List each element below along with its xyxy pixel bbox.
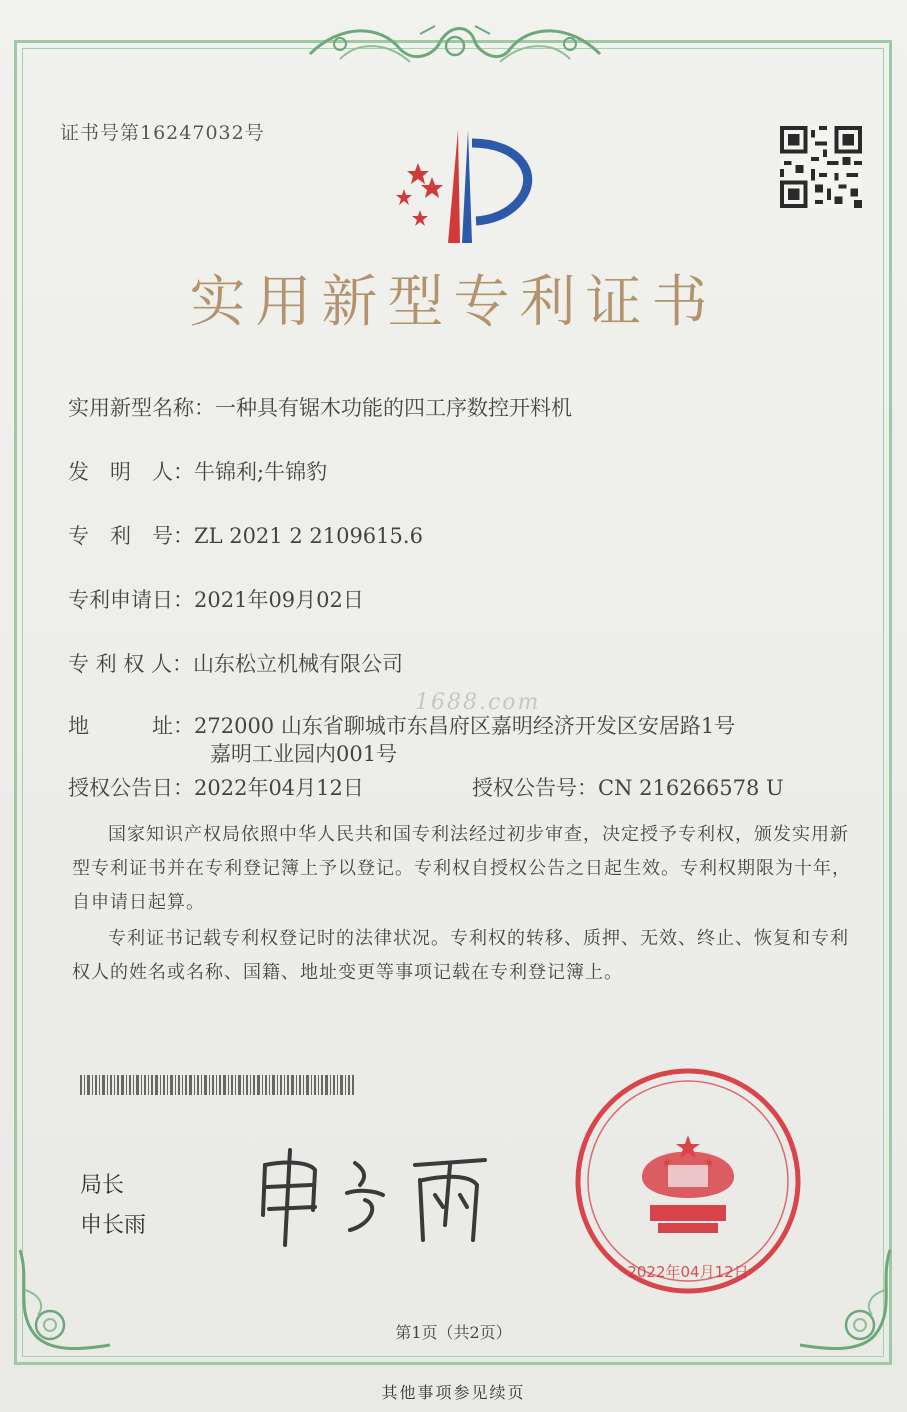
field-address [68,710,735,740]
top-ornament-icon [300,14,610,76]
footer-note: 其他事项参见续页 [381,1383,526,1402]
qr-code-icon [780,126,862,208]
field-label: 实用新型名称： [68,396,215,420]
director-name: 申长雨 [80,1213,147,1238]
field-label: 授权公告日： [68,776,194,800]
field-label: 专利申请日： [68,588,194,612]
field-value: CN 216266578 U [598,776,784,800]
barcode-icon [80,1075,355,1095]
body-paragraph-1: 国家知识产权局依照中华人民共和国专利法经过初步审查，决定授予专利权，颁发实用新型专利证书并在专利登记簿上予以登记。专利权自授权公告之日起生效。专利权期限为十年，自申请日起算。 [72,824,851,913]
certificate-title: 实用新型专利证书 [189,270,718,335]
field-value: ZL 2021 2 2109615.6 [194,524,423,548]
field-filing-date [68,584,364,614]
certificate-number: 证书号第16247032号 [60,122,265,144]
official-seal-icon [572,1065,804,1297]
field-utility-model-name [68,392,572,422]
field-address-line2 [210,738,397,768]
field-value: 2022年04月12日 [194,776,364,800]
field-value: 2021年09月02日 [194,588,364,612]
watermark: 1688.com [415,690,541,715]
seal-date: 2022年04月12日 [627,1263,749,1281]
field-grant-date [68,772,364,802]
page-number: 第1页（共2页） [395,1323,512,1342]
field-grant-number [472,772,784,802]
field-label: 专 利 号： [68,524,194,548]
body-paragraph-2: 专利证书记载专利权登记时的法律状况。专利权的转移、质押、无效、终止、恢复和专利权人的姓名或名称、国籍、地址变更等事项记载在专利登记簿上。 [72,928,849,983]
field-value: 272000 山东省聊城市东昌府区嘉明经济开发区安居路1号 [194,714,736,738]
field-patent-number [68,520,423,550]
field-value: 牛锦利;牛锦豹 [194,460,328,484]
patent-office-emblem-icon [380,125,540,250]
field-label: 发 明 人： [68,460,194,484]
signature-icon [255,1145,495,1255]
director-title: 局长 [80,1173,125,1198]
field-patentee [68,648,403,678]
field-label: 地 址： [68,714,194,738]
field-label: 授权公告号： [472,776,598,800]
field-value: 嘉明工业园内001号 [210,742,398,766]
field-value: 山东松立机械有限公司 [193,652,404,676]
certificate-body-text [72,818,867,990]
field-label: 专 利 权 人： [68,652,194,676]
field-value: 一种具有锯木功能的四工序数控开料机 [215,396,572,420]
field-inventor [68,456,327,486]
